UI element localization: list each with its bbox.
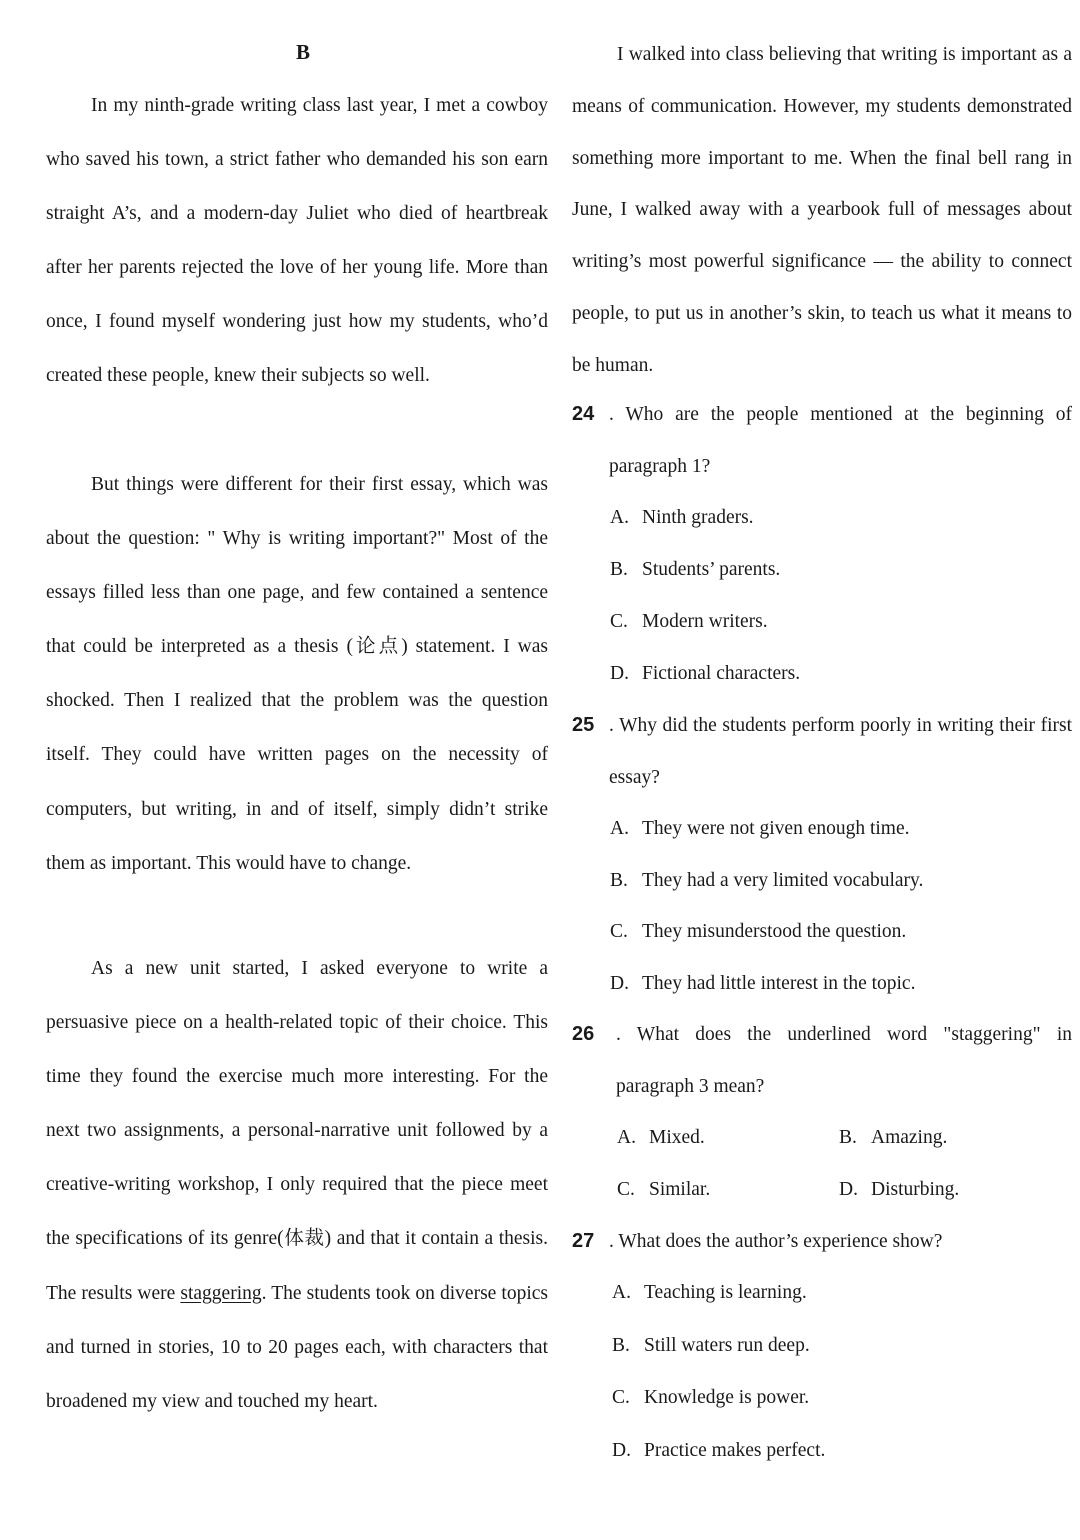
option-24-a[interactable]: A. Ninth graders. (610, 507, 754, 528)
option-26-b[interactable]: B. Amazing. (839, 1127, 948, 1148)
passage-paragraph-4: I walked into class believing that writing is important as a means of communication. However, my students demonstrated something more important to me. When the final bell rang in June, I walked away with a yearbook full of messages about writing’s most powerful significance — the ability to connect people, to put us in another’s skin, to teach us what it means to be human. (572, 44, 1072, 376)
question-text: . What does the author’s experience show? (609, 1231, 943, 1252)
question-number: 27 (572, 1230, 595, 1252)
question-text: . Why did the students perform poorly in writing their first essay? (609, 715, 1072, 788)
option-24-b[interactable]: B. Students’ parents. (610, 559, 781, 580)
option-24-c[interactable]: C. Modern writers. (610, 611, 768, 632)
option-24-d[interactable]: D. Fictional characters. (610, 663, 801, 684)
option-27-c[interactable]: C. Knowledge is power. (612, 1387, 810, 1408)
option-26-a[interactable]: A. Mixed. (617, 1127, 705, 1148)
option-25-c[interactable]: C. They misunderstood the question. (610, 921, 907, 942)
passage-paragraph-2: But things were different for their first essay, which was about the question: " Why is writing important?" Most of the essays filled less than one page, and few contained a sentence that could be interpreted as a thesis (论点) statement. I was shocked. Then I realized that the problem was the question itself. They could have written pages on the necessity of computers, but writing, in and of itself, simply didn’t strike them as important. This would have to change. (46, 474, 548, 874)
option-26-c[interactable]: C. Similar. (617, 1179, 711, 1200)
question-number: 25 (572, 714, 595, 736)
question-27 (572, 1216, 1072, 1268)
option-25-d[interactable]: D. They had little interest in the topic. (610, 973, 916, 994)
question-25 (572, 700, 1072, 804)
question-24 (572, 389, 1072, 493)
option-25-b[interactable]: B. They had a very limited vocabulary. (610, 870, 924, 891)
passage-paragraph-1: In my ninth-grade writing class last year, I met a cowboy who saved his town, a strict father who demanded his son earn straight A’s, and a modern-day Juliet who died of heartbreak after her parents rejected the love of her young life. More than once, I found myself wondering just how my students, who’d created these people, knew their subjects so well. (46, 95, 548, 387)
question-number: 26 (572, 1023, 595, 1045)
option-27-d[interactable]: D. Practice makes perfect. (612, 1440, 826, 1461)
option-25-a[interactable]: A. They were not given enough time. (610, 818, 910, 839)
question-text: . Who are the people mentioned at the beginning of paragraph 1? (609, 404, 1072, 477)
underlined-word: staggering (180, 1282, 262, 1304)
question-26 (572, 1009, 1072, 1113)
option-27-b[interactable]: B. Still waters run deep. (612, 1335, 810, 1356)
option-27-a[interactable]: A. Teaching is learning. (612, 1282, 807, 1303)
question-text: . What does the underlined word "staggering" in paragraph 3 mean? (616, 1024, 1072, 1097)
passage-paragraph-3: As a new unit started, I asked everyone to write a persuasive piece on a health-related topic of their choice. This time they found the exercise much more interesting. For the next two assignments, a personal-narrative unit followed by a creative-writing workshop, I only required that the piece meet the specifications of its genre(体裁) and that it contain a thesis. The results were staggering. The students took on diverse topics and turned in stories, 10 to 20 pages each, with characters that broadened my view and touched my heart. (46, 958, 548, 1412)
question-number: 24 (572, 403, 595, 425)
option-26-d[interactable]: D. Disturbing. (839, 1179, 960, 1200)
